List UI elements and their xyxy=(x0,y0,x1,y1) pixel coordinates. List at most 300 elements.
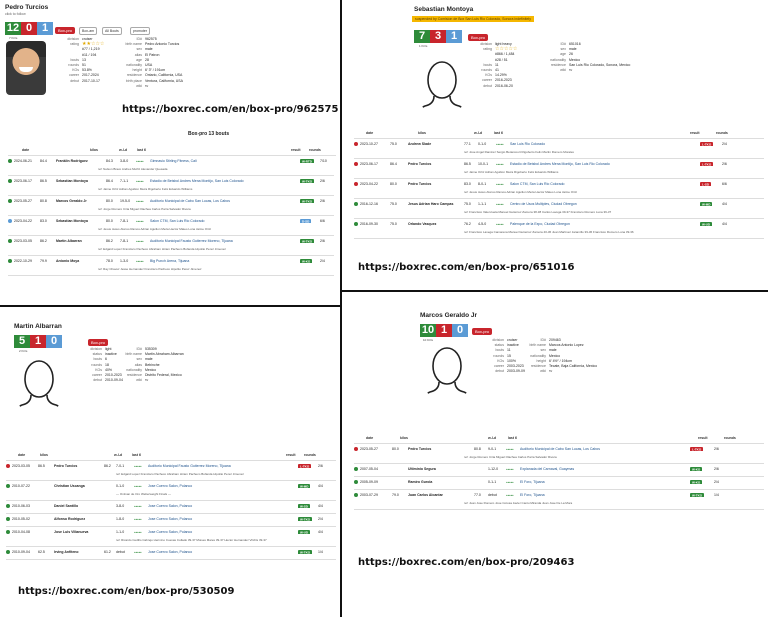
table-row[interactable] xyxy=(354,492,764,498)
col-last6: last 6 xyxy=(132,453,141,457)
losses: 1 xyxy=(30,335,46,348)
result-badge xyxy=(690,467,714,471)
result-badge xyxy=(298,550,318,554)
cell-venue[interactable]: Jose Cuervo Salon, Polanco xyxy=(148,484,193,488)
field-value: 40% xyxy=(105,367,113,372)
cell-opponent[interactable]: Martin Albarran xyxy=(56,239,82,243)
cell-venue[interactable]: El Foro, Tijuana xyxy=(520,493,545,497)
col-kilos[interactable]: kilos xyxy=(418,131,426,135)
cell-kilos: 80.8 xyxy=(40,199,47,203)
row-separator xyxy=(8,275,334,276)
field-value: 535309 xyxy=(145,347,157,351)
col-result: result xyxy=(286,453,296,457)
record-box xyxy=(420,324,468,337)
cell-date[interactable]: 2016-09-30 xyxy=(360,222,378,226)
field-value: #77 / 1,219 xyxy=(82,47,100,52)
col-rounds: rounds xyxy=(309,148,321,152)
table-row[interactable] xyxy=(8,178,334,184)
last6-dots-icon: ●●●●● xyxy=(496,222,504,226)
table-row[interactable] xyxy=(354,161,764,167)
cell-venue[interactable]: Salon CTM, San Luis Rio Colorado xyxy=(150,219,205,223)
cell-date[interactable]: 2010-05-02 xyxy=(12,517,30,521)
cell-venue[interactable]: Jose Cuervo Salon, Polanco xyxy=(148,517,193,521)
cell-wld: 0-1-1 xyxy=(488,480,497,484)
field-value: Mexico xyxy=(569,57,581,62)
cell-wld: 1-8-0 xyxy=(116,517,125,521)
cell-date[interactable]: 2023-06-17 xyxy=(14,179,32,183)
wiki-icon[interactable]: W xyxy=(145,378,149,383)
cell-kilos: 75.0 xyxy=(390,222,397,226)
header-separator xyxy=(354,138,764,139)
cell-wld: debut xyxy=(488,493,497,497)
field-value: 6′ 4½″ / 194cm xyxy=(549,358,573,363)
cell-date[interactable]: 2023-05-27 xyxy=(14,199,32,203)
last6-dots-icon: ●●●●● xyxy=(136,199,144,203)
result-dot-icon xyxy=(6,484,10,488)
table-row[interactable] xyxy=(354,221,764,227)
field-key: birth place xyxy=(125,78,142,83)
cell-venue[interactable]: San Luis Rio Colorado xyxy=(510,142,546,146)
cell-opponent[interactable]: Marcos Geraldo Jr xyxy=(56,199,87,203)
field-value: inactive xyxy=(105,352,117,357)
header-separator xyxy=(8,155,336,156)
profile-fields-right xyxy=(516,338,597,374)
cell-opp-kilos: 80.8 xyxy=(474,447,481,451)
table-row[interactable] xyxy=(6,503,336,509)
cell-date[interactable]: 2023-06-17 xyxy=(360,162,378,166)
draws: 0 xyxy=(46,335,62,348)
result-dot-icon xyxy=(354,202,358,206)
cell-opponent[interactable]: Irving Anfiteno xyxy=(54,550,79,554)
cell-rounds: 2/4 xyxy=(320,259,325,263)
field-key: division xyxy=(90,347,102,351)
cell-opp-kilos: 77.0 xyxy=(474,493,481,497)
cell-date[interactable]: 2023-03-05 xyxy=(14,239,32,243)
field-value: 2016-06-20 xyxy=(495,83,513,88)
field-key: height xyxy=(536,358,546,363)
result-label: W-TKO xyxy=(300,550,311,554)
cell-opp-kilos: 80.0 xyxy=(106,219,113,223)
result-label: L-TKO xyxy=(692,447,702,451)
wins: 7 xyxy=(414,30,430,43)
cell-opponent[interactable]: Antonio Moya xyxy=(56,259,80,263)
referee-judges: ref: Ray Chavez Jesse Hernandez Francisco Pacheco Hipolito Perez Jimenez xyxy=(98,267,202,271)
cell-rounds: 2/4 xyxy=(318,517,323,521)
cell-date[interactable]: 2023-04-22 xyxy=(14,219,32,223)
field-key: career xyxy=(69,73,79,78)
cell-opponent[interactable]: Alfonso Rodriguez xyxy=(54,517,86,521)
col-date[interactable]: date xyxy=(18,453,26,457)
field-value: light heavy xyxy=(495,42,512,46)
referee-judges: — Ontivan de Oro Welterweight Finals — xyxy=(116,492,171,496)
cell-rounds: 4/4 xyxy=(318,484,323,488)
cell-rounds: 2/4 xyxy=(714,480,719,484)
cell-date[interactable]: 2010-04-08 xyxy=(12,530,30,534)
field-key: wiki xyxy=(560,68,566,73)
row-separator xyxy=(354,158,764,159)
cell-venue[interactable]: Auditorio Municipal Fausto Gutierrez Moreno, Tijuana xyxy=(148,464,231,468)
table-row[interactable] xyxy=(6,483,336,489)
cell-date[interactable]: 2023-05-27 xyxy=(360,447,378,451)
profile-fields-left xyxy=(53,37,104,84)
cell-venue[interactable]: Big Punch Arena, Tijuana xyxy=(150,259,190,263)
cell-rounds: 2/6 xyxy=(318,464,323,468)
table-row[interactable] xyxy=(8,258,334,264)
result-dot-icon xyxy=(354,222,358,226)
cell-venue[interactable]: Gimnasio Stirling Fitness, Cali xyxy=(150,159,197,163)
tab-promoter[interactable]: promoter xyxy=(130,27,150,35)
cell-venue[interactable]: Jose Cuervo Salon, Polanco xyxy=(148,530,193,534)
field-key: birth name xyxy=(125,352,142,357)
boxer-photo xyxy=(6,41,46,95)
cell-date[interactable]: 2007-05-04 xyxy=(360,467,378,471)
cell-venue[interactable]: Auditorio Municipal de Cabo San Lucas, Los Cabos xyxy=(520,447,600,451)
field-key: wiki xyxy=(540,369,546,374)
field-value: 6 xyxy=(105,357,107,362)
cell-opponent[interactable]: Andrew Slade xyxy=(408,142,432,146)
panel-martin-albarran xyxy=(0,307,340,617)
result-dot-icon xyxy=(8,179,12,183)
tab-box-pro[interactable]: Box-pro xyxy=(472,328,492,335)
field-row xyxy=(112,84,183,89)
header-separator xyxy=(354,443,764,444)
result-label: D-SD xyxy=(302,219,310,223)
field-value: #866 / 1,484 xyxy=(495,52,515,57)
cell-wld: 7-8-1 xyxy=(120,219,129,223)
last6-dots-icon: ●●●●● xyxy=(496,202,504,206)
cell-venue[interactable]: Auditorio Municipal de Cabo San Lucas, Los Cabos xyxy=(150,199,230,203)
result-badge xyxy=(300,219,320,223)
field-value: 51 xyxy=(82,63,86,68)
row-separator xyxy=(8,235,334,236)
kos-count: 2 KOs xyxy=(19,349,28,353)
result-badge xyxy=(690,480,714,484)
result-dot-icon xyxy=(354,493,358,497)
table-row[interactable] xyxy=(8,218,334,224)
cell-wld: 3-8-0 xyxy=(120,159,129,163)
row-separator xyxy=(8,255,334,256)
field-value: Pedro Antonio Turcios xyxy=(145,42,180,47)
record-box xyxy=(14,335,62,348)
cell-date[interactable]: 2010-07-22 xyxy=(12,484,30,488)
field-key: ID# xyxy=(136,347,142,351)
row-separator xyxy=(6,546,336,547)
table-row[interactable] xyxy=(354,479,764,485)
col-date[interactable]: date xyxy=(366,131,374,135)
table-header xyxy=(8,148,336,152)
wiki-icon[interactable]: W xyxy=(569,68,573,73)
cell-kilos: 79.0 xyxy=(392,493,399,497)
result-label: W-UD xyxy=(702,222,711,226)
col-date[interactable]: date xyxy=(22,148,30,152)
field-value: 962575 xyxy=(145,37,157,41)
referee-judges: ref: Francisco Lavega Camarena Manuel Gutierrez Zamora 40-36 Juan Martinez Jaramillo 39-36 Francisco Romero Luna 39-36 xyxy=(464,230,634,234)
cell-rounds: 7/10 xyxy=(320,159,327,163)
field-key: residence xyxy=(530,364,546,369)
cell-wld: debut xyxy=(116,550,125,554)
cell-date[interactable]: 2010-06-03 xyxy=(12,504,30,508)
field-key: rounds xyxy=(68,63,79,68)
avatar-placeholder-icon xyxy=(422,344,472,404)
table-row[interactable] xyxy=(6,516,336,522)
col-last6: last 6 xyxy=(137,148,146,152)
panel-marcos-geraldo xyxy=(342,292,768,617)
cell-kilos: 80.0 xyxy=(390,182,397,186)
field-value: 11 xyxy=(495,62,499,67)
col-kilos[interactable]: kilos xyxy=(400,436,408,440)
result-badge xyxy=(298,484,318,488)
field-key: residence xyxy=(126,73,142,78)
table-row[interactable] xyxy=(8,238,334,244)
cell-opponent[interactable]: Jesus Adrian Haro Campas xyxy=(408,202,454,206)
cell-venue[interactable]: Jose Cuervo Salon, Polanco xyxy=(148,550,193,554)
field-value: cruiser xyxy=(507,338,518,342)
row-separator xyxy=(6,513,336,514)
field-key: status xyxy=(92,352,102,357)
table-header xyxy=(354,436,764,440)
result-dot-icon xyxy=(354,447,358,451)
row-separator xyxy=(8,195,334,196)
field-key: career xyxy=(482,78,492,83)
field-value: Tecate, Baja California, Mexico xyxy=(549,364,598,369)
cell-opp-kilos: 86.5 xyxy=(464,162,471,166)
last6-dots-icon: ●●●●● xyxy=(496,182,504,186)
field-key: residence xyxy=(550,62,566,67)
last6-dots-icon: ●●●●● xyxy=(496,162,504,166)
field-key: alias xyxy=(134,362,142,367)
row-separator xyxy=(6,500,336,501)
result-label: W-RTD xyxy=(302,159,312,163)
cell-wld: 19-5-0 xyxy=(120,199,131,203)
referee-judges: ref: Jesus Jesus Alonso Ramos Adrian Aguilion Meza Hector Mateo Luna Jaime Ortiz xyxy=(464,190,578,194)
result-label: W-TKO xyxy=(302,199,313,203)
result-badge xyxy=(300,179,320,183)
table-row[interactable] xyxy=(6,463,336,469)
field-key: ID# xyxy=(136,37,142,41)
col-kilos[interactable]: kilos xyxy=(40,453,48,457)
cell-date[interactable]: 2003-07-29 xyxy=(360,493,378,497)
cell-opp-kilos: 76.2 xyxy=(464,222,471,226)
cell-opponent[interactable]: Christian Uscanga xyxy=(54,484,85,488)
last6-dots-icon: ●●●●● xyxy=(134,504,142,508)
field-key: height xyxy=(132,68,142,73)
cell-rounds: 2/6 xyxy=(320,239,325,243)
field-key: sex xyxy=(136,357,142,362)
cell-venue[interactable]: Jose Cuervo Salon, Polanco xyxy=(148,504,193,508)
row-separator xyxy=(354,238,764,239)
result-dot-icon xyxy=(8,159,12,163)
table-row[interactable] xyxy=(8,198,334,204)
cell-opponent[interactable]: Pedro Turcios xyxy=(408,182,432,186)
col-result: result xyxy=(698,436,708,440)
cell-date[interactable]: 2022-10-29 xyxy=(14,259,32,263)
result-dot-icon xyxy=(354,182,358,186)
field-key: bouts xyxy=(70,57,79,62)
result-dot-icon xyxy=(354,162,358,166)
cell-opp-kilos: 83.0 xyxy=(464,182,471,186)
cell-kilos: 75.0 xyxy=(390,142,397,146)
cell-opponent[interactable]: Ultiminio Segura xyxy=(408,467,436,471)
field-value: Mexico xyxy=(145,367,157,372)
result-badge xyxy=(300,159,320,163)
field-key: rounds xyxy=(91,362,102,367)
profile-fields-left xyxy=(466,42,517,89)
cell-opponent[interactable]: Juan Carlos Alcantar xyxy=(408,493,443,497)
cell-date[interactable]: 2005-09-09 xyxy=(360,480,378,484)
field-key: debut xyxy=(483,83,492,88)
tab-box-pro[interactable]: Box-pro xyxy=(468,34,488,41)
tab-all-bouts[interactable]: All Bouts xyxy=(102,27,122,35)
cell-venue[interactable]: Palenque de la Expo, Ciudad Obregon xyxy=(510,222,570,226)
cell-opponent[interactable]: Pedro Turcios xyxy=(54,464,78,468)
field-value: 11 xyxy=(507,348,511,353)
field-row xyxy=(112,378,184,383)
referee-judges: ref: Jesus Jesus Alonso Ramos Adrian Aguilion Meza Hector Mateo Luna Jaime Ortiz xyxy=(98,227,212,231)
field-value: 2016-2023 xyxy=(495,78,512,83)
follow-link[interactable]: click to follow xyxy=(5,12,26,16)
result-label: W-MD xyxy=(300,484,309,488)
field-key: division xyxy=(67,37,79,41)
cell-opp-kilos: 78.0 xyxy=(106,259,113,263)
cell-kilos: 86.2 xyxy=(40,239,47,243)
field-key: KOs xyxy=(497,358,504,363)
boxer-name: Marcos Geraldo Jr xyxy=(420,312,478,319)
field-value: 2017-2024 xyxy=(82,73,99,78)
cell-opponent[interactable]: Franklin Rodriguez xyxy=(56,159,88,163)
cell-date[interactable]: 2016-12-16 xyxy=(360,202,378,206)
cell-opponent[interactable]: Daniel Santillo xyxy=(54,504,79,508)
last6-dots-icon: ●●●●● xyxy=(496,142,504,146)
table-row[interactable] xyxy=(6,549,336,555)
cell-kilos: 75.0 xyxy=(390,202,397,206)
field-value: 6′ 3″ / 191cm xyxy=(145,68,166,73)
cell-date[interactable]: 2023-04-22 xyxy=(360,182,378,186)
field-value: 18 xyxy=(105,362,109,367)
cell-venue[interactable]: Auditorio Municipal Fausto Gutierrez Moreno, Tijuana xyxy=(150,239,233,243)
row-separator xyxy=(6,480,336,481)
cell-venue[interactable]: El Foro, Tijuana xyxy=(520,480,545,484)
field-value: 2010-2023 xyxy=(105,373,122,378)
cell-rounds: 2/6 xyxy=(320,179,325,183)
boxer-name: Pedro Turcios xyxy=(5,4,49,11)
losses: 0 xyxy=(21,22,37,35)
table-row[interactable] xyxy=(354,446,764,452)
field-key: wiki xyxy=(136,83,142,88)
table-row[interactable] xyxy=(354,181,764,187)
row-separator xyxy=(6,526,336,527)
field-value: Bebinche xyxy=(145,362,160,367)
field-key: ID# xyxy=(560,42,566,46)
cell-date[interactable]: 2023-03-05 xyxy=(12,464,30,468)
col-kilos[interactable]: kilos xyxy=(90,148,98,152)
cell-opponent[interactable]: Sebastian Montoya xyxy=(56,179,88,183)
table-row[interactable] xyxy=(354,141,764,147)
cell-opponent[interactable]: Orlando Vasquez xyxy=(408,222,437,226)
field-key: KOs xyxy=(95,367,102,372)
cell-venue[interactable]: Centro de Usos Multiples, Ciudad Obregon xyxy=(510,202,577,206)
row-separator xyxy=(354,218,764,219)
cell-opponent[interactable]: Ramiro Gurola xyxy=(408,480,433,484)
result-badge xyxy=(300,259,320,263)
cell-venue[interactable]: Salon CTM, San Luis Rio Colorado xyxy=(510,182,565,186)
last6-dots-icon: ●●●●● xyxy=(136,219,144,223)
result-label: L-TKO xyxy=(702,142,712,146)
referee-judges: ref: Jose Angel Ramirez Sergio Betancourt Rigoberto Felix Martin Romero Morales xyxy=(464,150,574,154)
field-key: rounds xyxy=(481,68,492,73)
table-row[interactable] xyxy=(8,158,334,164)
result-label: L-SD xyxy=(702,182,709,186)
cell-wld: 0-1-0 xyxy=(478,142,487,146)
cell-rounds: 2/4 xyxy=(722,142,727,146)
field-value: 53.8% xyxy=(82,68,92,73)
cell-date[interactable]: 2024-06-21 xyxy=(14,159,32,163)
cell-opp-kilos: 86.4 xyxy=(106,179,113,183)
result-badge xyxy=(300,199,320,203)
cell-date[interactable]: 2023-10-27 xyxy=(360,142,378,146)
field-key: division xyxy=(480,42,492,46)
table-row[interactable] xyxy=(354,201,764,207)
last6-dots-icon: ●●●●● xyxy=(506,467,514,471)
row-separator xyxy=(8,175,334,176)
tab-box-pro[interactable]: Box-pro xyxy=(88,339,108,346)
field-key: nationality xyxy=(550,57,566,62)
field-row xyxy=(516,369,597,374)
table-row[interactable] xyxy=(354,466,764,472)
result-dot-icon xyxy=(6,504,10,508)
last6-dots-icon: ●●●●● xyxy=(136,159,144,163)
field-value: male xyxy=(145,357,153,362)
cell-opponent[interactable]: Pedro Turcios xyxy=(408,447,432,451)
table-row[interactable] xyxy=(6,529,336,535)
cell-opp-kilos: 80.0 xyxy=(106,199,113,203)
result-badge xyxy=(298,504,318,508)
cell-venue[interactable]: Estadio de Beisbol Andres Mena Montijo, San Luis Rio Colorado xyxy=(510,162,610,166)
referee-judges: ref: Edgard Lopez Francisco Pacheco Abraham Hiram Pacheco Bufanda Hipolito Perez Jimenez xyxy=(98,247,226,251)
result-dot-icon xyxy=(354,142,358,146)
last6-dots-icon: ●●●●● xyxy=(506,493,514,497)
wiki-icon[interactable]: W xyxy=(145,83,149,88)
kos-count: 7 KOs xyxy=(9,36,18,40)
suspension-warning: suspended by Comision de Box San Luis Rio Colorado, Sonora indefinitely xyxy=(412,16,534,22)
referee-judges: ref: Jorge Romero Ciria Miguel Olachea Carlos Parra Salvador Rivera xyxy=(464,455,557,459)
source-url: https://boxrec.com/en/box-pro/530509 xyxy=(18,586,235,597)
field-key: nationality xyxy=(126,63,142,68)
cell-venue[interactable]: Explanada del Carnaval, Guaymas xyxy=(520,467,575,471)
cell-wld: 7-8-1 xyxy=(120,239,129,243)
tab-box-am[interactable]: Box-am xyxy=(79,27,97,35)
field-value: USA xyxy=(145,63,153,68)
result-label: W-SD xyxy=(300,504,308,508)
last6-dots-icon: ●●●●● xyxy=(136,179,144,183)
tab-box-pro[interactable]: Box-pro xyxy=(55,27,75,34)
cell-opponent[interactable]: Sebastian Montoya xyxy=(56,219,88,223)
draws: 0 xyxy=(452,324,468,337)
wins: 10 xyxy=(421,324,435,336)
wins: 5 xyxy=(14,335,30,348)
col-date[interactable]: date xyxy=(366,436,374,440)
field-value: 2010-09-04 xyxy=(105,378,123,383)
field-key: career xyxy=(92,373,102,378)
wiki-icon[interactable]: W xyxy=(549,369,553,374)
referee-judges: ref: Jaime Ortiz Adrian Aguilion Meza Rigoberto Felix Eduardo Williams xyxy=(464,170,559,174)
cell-kilos: 86.5 xyxy=(38,464,45,468)
cell-venue[interactable]: Estadio de Beisbol Andres Mena Montijo, San Luis Colorado xyxy=(150,179,244,183)
cell-opponent[interactable]: Jose Luis Villanueva xyxy=(54,530,89,534)
result-dot-icon xyxy=(8,219,12,223)
cell-date[interactable]: 2010-09-04 xyxy=(12,550,30,554)
cell-opponent[interactable]: Pedro Turcios xyxy=(408,162,432,166)
field-key: sex xyxy=(560,47,566,52)
